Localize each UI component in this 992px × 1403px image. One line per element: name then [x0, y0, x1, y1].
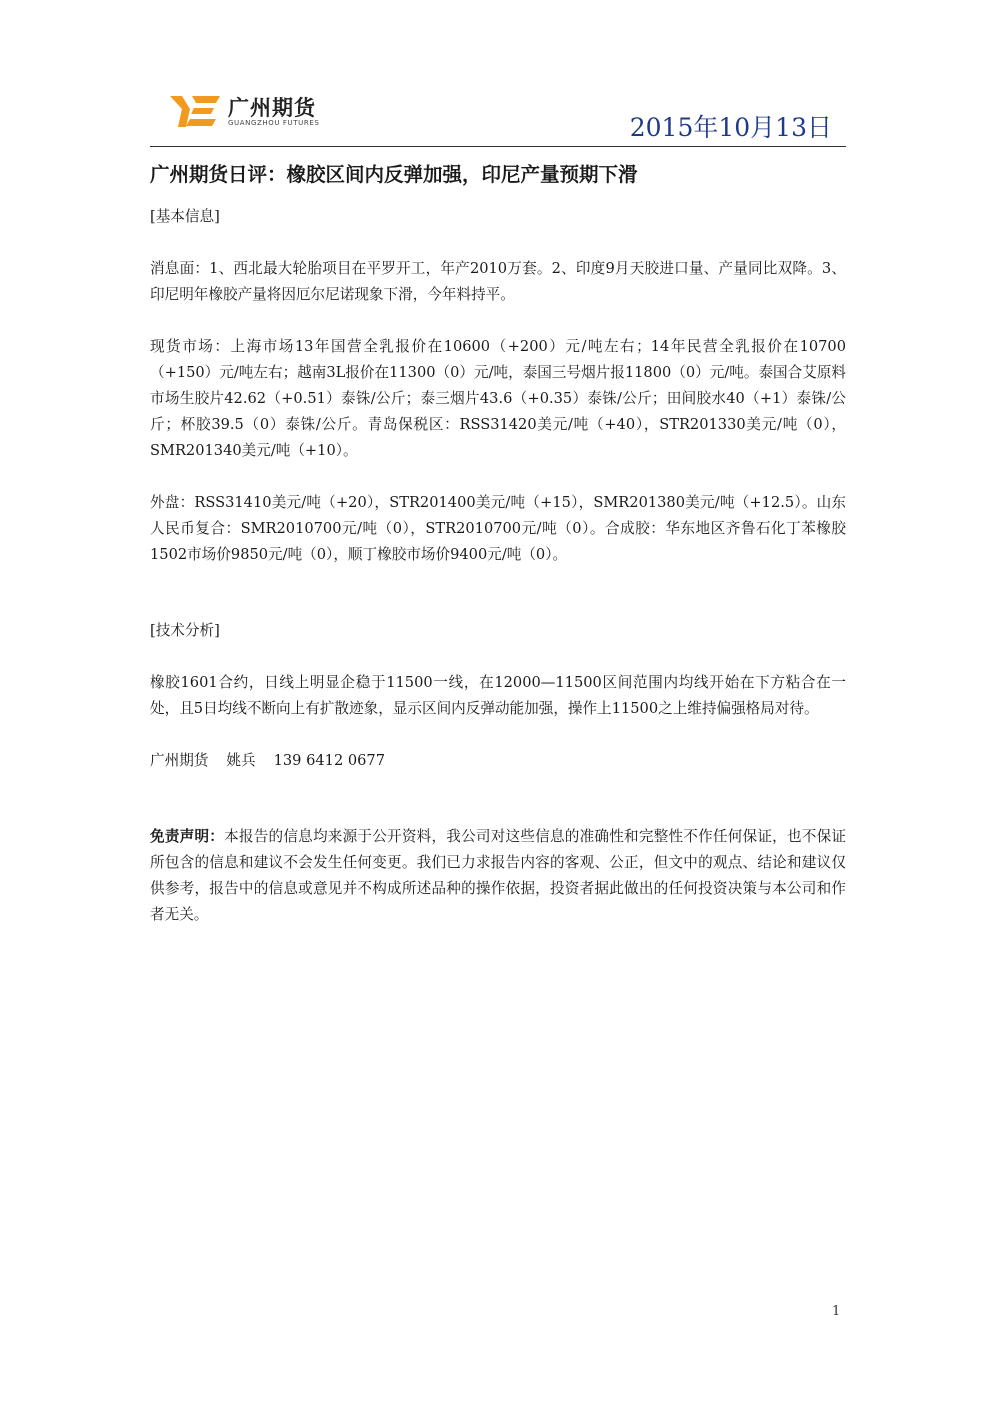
- page-number: 1: [832, 1304, 841, 1319]
- report-date: 2015年10月13日: [629, 113, 832, 142]
- logo-subtitle: GUANGZHOU FUTURES: [228, 119, 320, 127]
- technical-analysis-paragraph: 橡胶1601合约，日线上明显企稳于11500一线，在12000—11500区间范围内均线开始在下方粘合在一处，且5日均线不断向上有扩散迹象，显示区间内反弹动能加强，操作上11500之上维持偏强格局对待。: [150, 674, 846, 717]
- company-logo: [168, 88, 368, 136]
- signature-phone: 139 6412 0677: [273, 752, 386, 769]
- external-market-paragraph: 外盘：RSS31410美元/吨（+20），STR201400美元/吨（+15），SMR201380美元/吨（+12.5）。山东人民币复合：SMR2010700元/吨（0），STR2010700元/吨（0）。合成胶：华东地区齐鲁石化丁苯橡胶1502市场价9850元/吨（0），顺丁橡胶市场价9400元/吨（0）。: [150, 494, 846, 563]
- spot-market-paragraph: 现货市场：上海市场13年国营全乳报价在10600（+200）元/吨左右；14年民营全乳报价在10700（+150）元/吨左右；越南3L报价在11300（0）元/吨，泰国三号烟片报11800（0）元/吨。泰国合艾原料市场生胶片42.62（+0.51）泰铢/公斤；泰三烟片43.6（+0.35）泰铢/公斤；田间胶水40（+1）泰铢/公斤；杯胶39.5（0）泰铢/公斤。青岛保税区：RSS31420美元/吨（+40），STR201330美元/吨（0），SMR201340美元/吨（+10）。: [150, 338, 847, 459]
- signature-analyst: 姚兵: [226, 752, 256, 769]
- signature-line: [150, 748, 846, 774]
- disclaimer-text: 本报告的信息均来源于公开资料，我公司对这些信息的准确性和完整性不作任何保证，也不保证所包含的信息和建议不会发生任何变更。我们已力求报告内容的客观、公正，但文中的观点、结论和建议仅供参考，报告中的信息或意见并不构成所述品种的操作依据，投资者据此做出的任何投资决策与本公司和作者无关。: [150, 828, 846, 923]
- guangzhou-futures-logo-icon: [168, 92, 222, 130]
- logo-name: 广州期货: [228, 96, 316, 120]
- news-paragraph: 消息面：1、西北最大轮胎项目在平罗开工，年产2010万套。2、印度9月天胶进口量、产量同比双降。3、印尼明年橡胶产量将因厄尔尼诺现象下滑，今年料持平。: [150, 260, 846, 303]
- report-body: [150, 158, 846, 928]
- page-header: [150, 84, 846, 147]
- disclaimer-paragraph: [150, 824, 846, 928]
- technical-analysis-label: [技术分析]: [150, 622, 220, 639]
- report-title: 广州期货日评：橡胶区间内反弹加强，印尼产量预期下滑: [150, 163, 638, 186]
- basic-info-label: [基本信息]: [150, 208, 220, 225]
- disclaimer-label: 免责声明：: [150, 828, 225, 845]
- signature-company: 广州期货: [150, 752, 209, 769]
